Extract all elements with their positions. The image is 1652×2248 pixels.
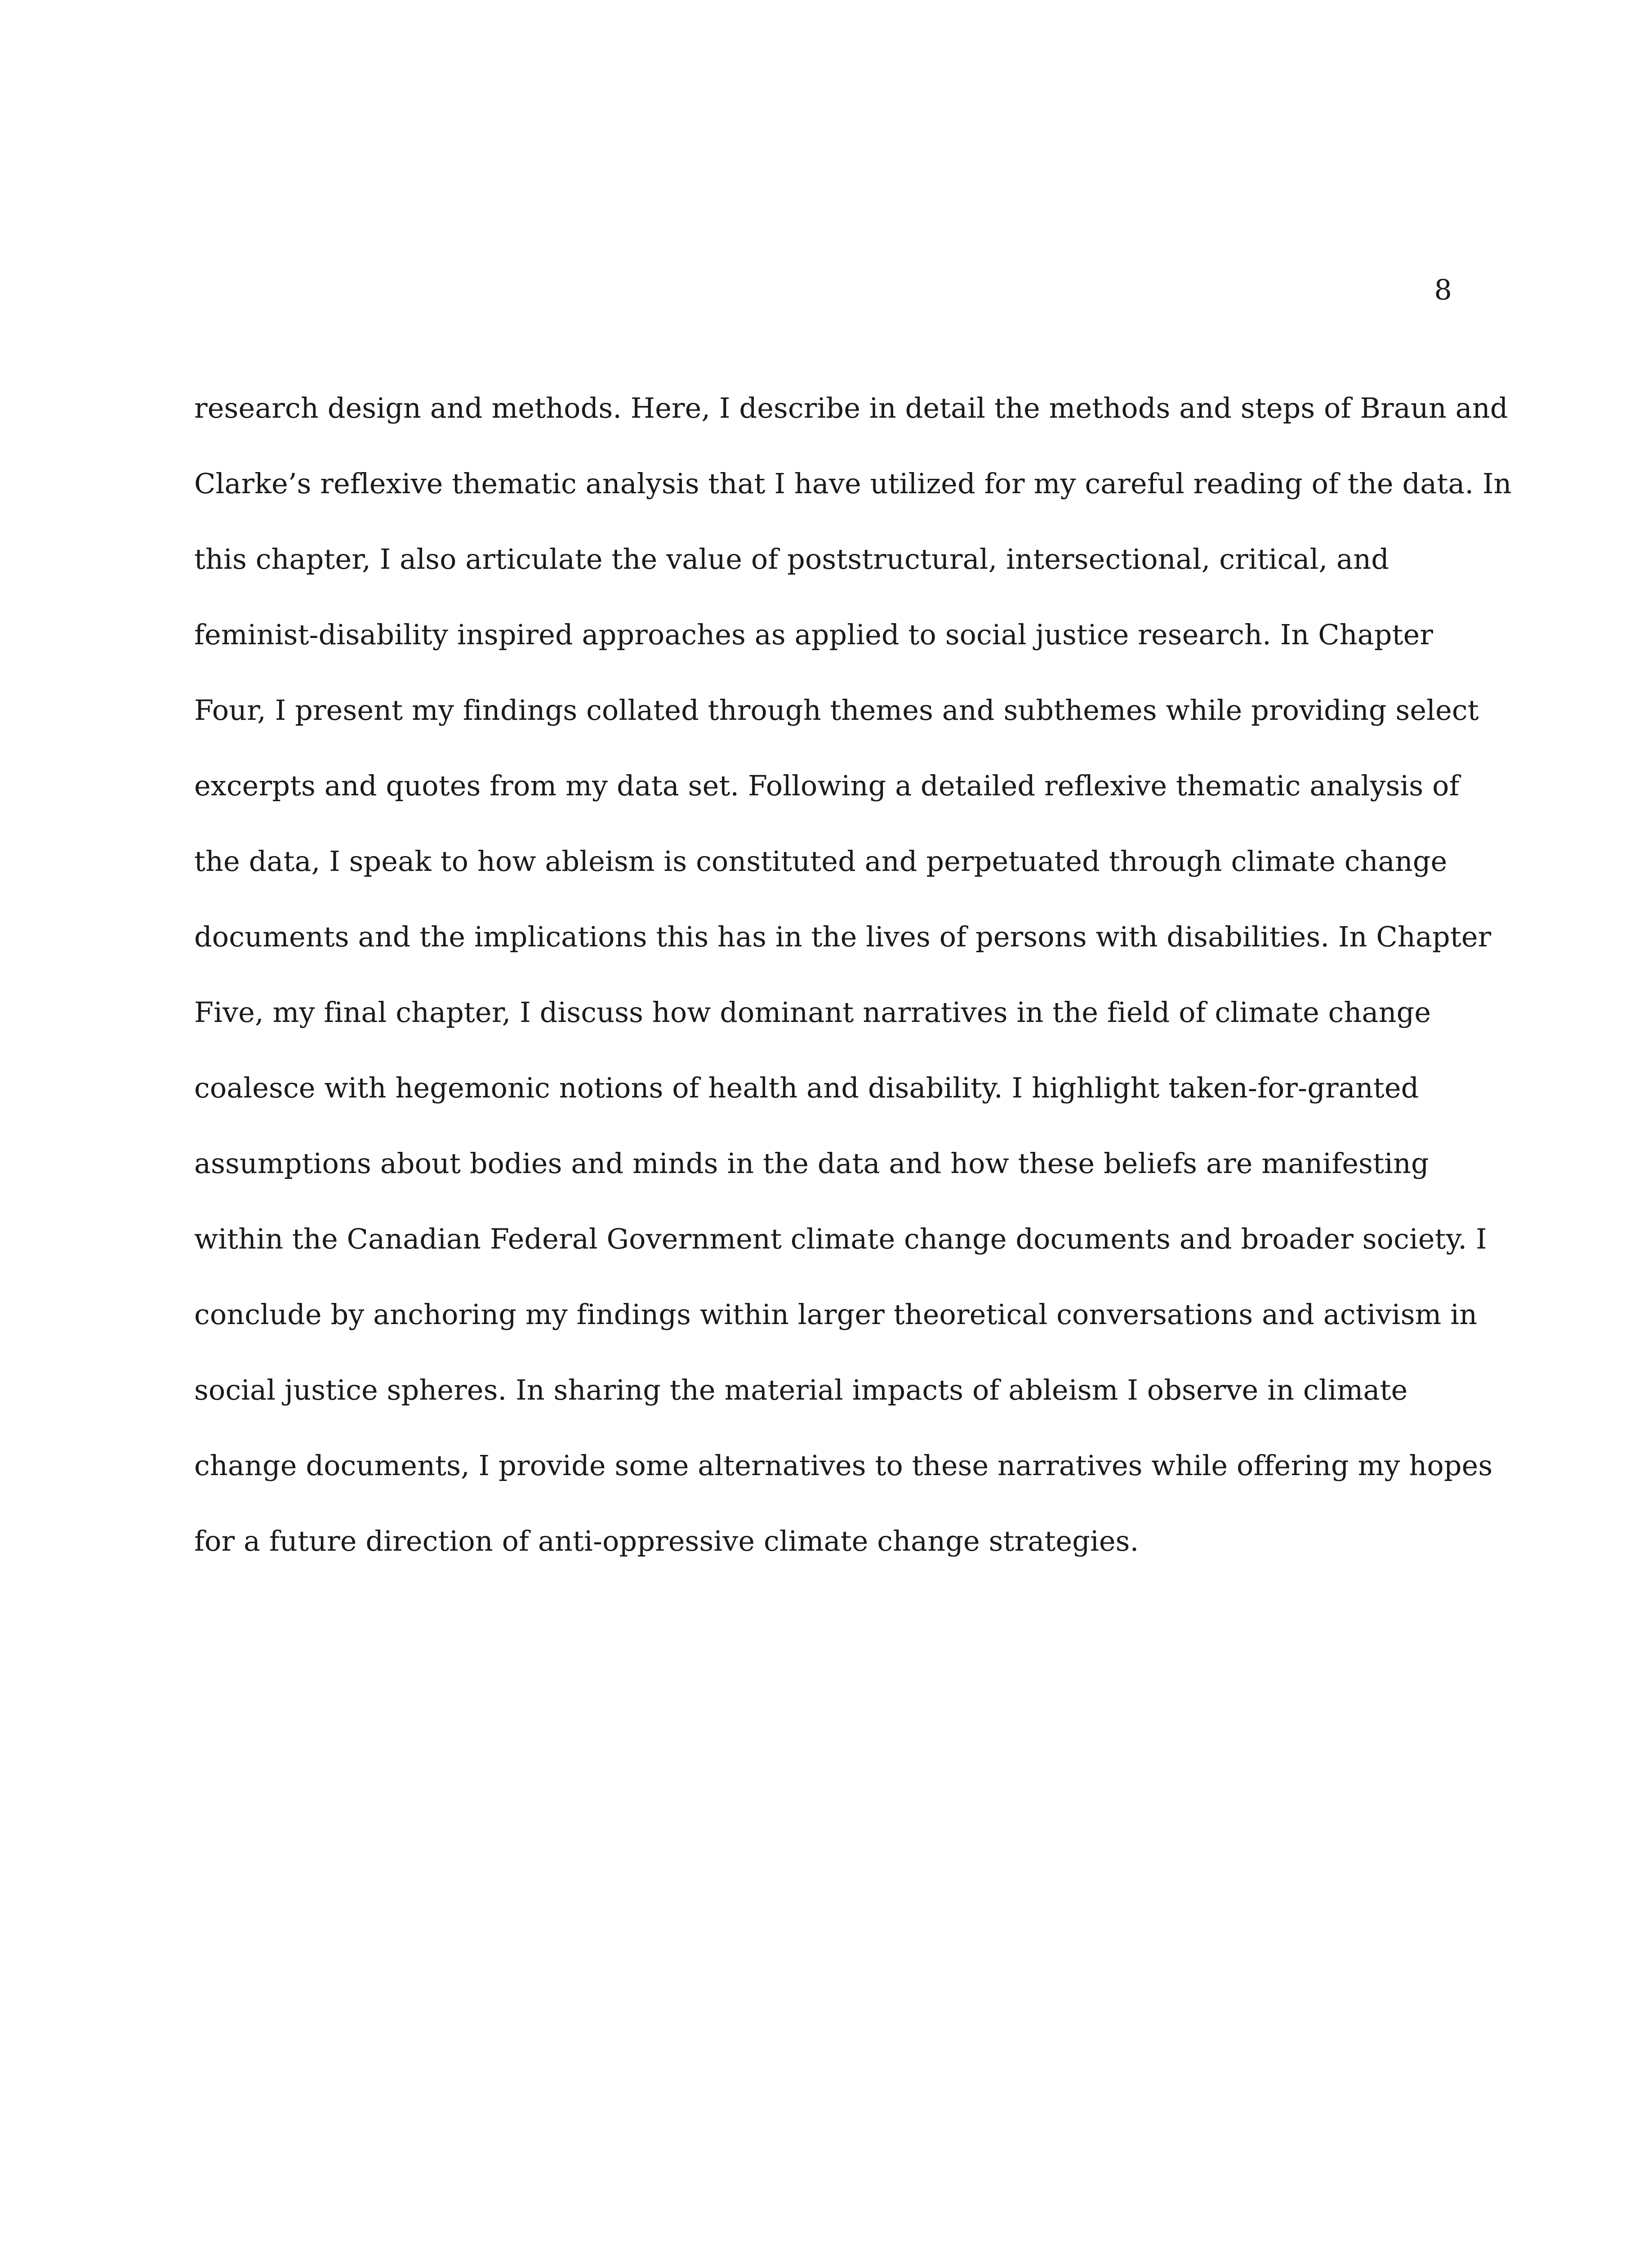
body-paragraph [194, 370, 1512, 1579]
text-line: documents and the implications this has in the lives of persons with disabilities. In Chapter [194, 920, 1492, 953]
text-line: Five, my final chapter, I discuss how dominant narratives in the field of climate change [194, 996, 1431, 1029]
text-line: within the Canadian Federal Government climate change documents and broader society. I [194, 1222, 1487, 1255]
text-line: Four, I present my findings collated through themes and subthemes while providing select [194, 694, 1479, 727]
text-line: coalesce with hegemonic notions of health and disability. I highlight taken-for-granted [194, 1071, 1419, 1104]
text-line: this chapter, I also articulate the value of poststructural, intersectional, critical, and [194, 543, 1389, 575]
text-line: Clarke’s reflexive thematic analysis that I have utilized for my careful reading of the data. In [194, 467, 1512, 500]
text-line: social justice spheres. In sharing the material impacts of ableism I observe in climate [194, 1374, 1408, 1406]
page-number: 8 [1434, 273, 1452, 306]
text-line: conclude by anchoring my findings within larger theoretical conversations and activism in [194, 1298, 1478, 1331]
text-line: change documents, I provide some alternatives to these narratives while offering my hopes [194, 1449, 1493, 1482]
text-line: for a future direction of anti-oppressive climate change strategies. [194, 1525, 1139, 1557]
text-line: the data, I speak to how ableism is constituted and perpetuated through climate change [194, 845, 1447, 878]
text-line: research design and methods. Here, I describe in detail the methods and steps of Braun and [194, 392, 1508, 424]
text-line: assumptions about bodies and minds in the data and how these beliefs are manifesting [194, 1147, 1429, 1180]
text-line: feminist-disability inspired approaches as applied to social justice research. In Chapter [194, 618, 1434, 651]
text-line: excerpts and quotes from my data set. Following a detailed reflexive thematic analysis of [194, 769, 1460, 802]
